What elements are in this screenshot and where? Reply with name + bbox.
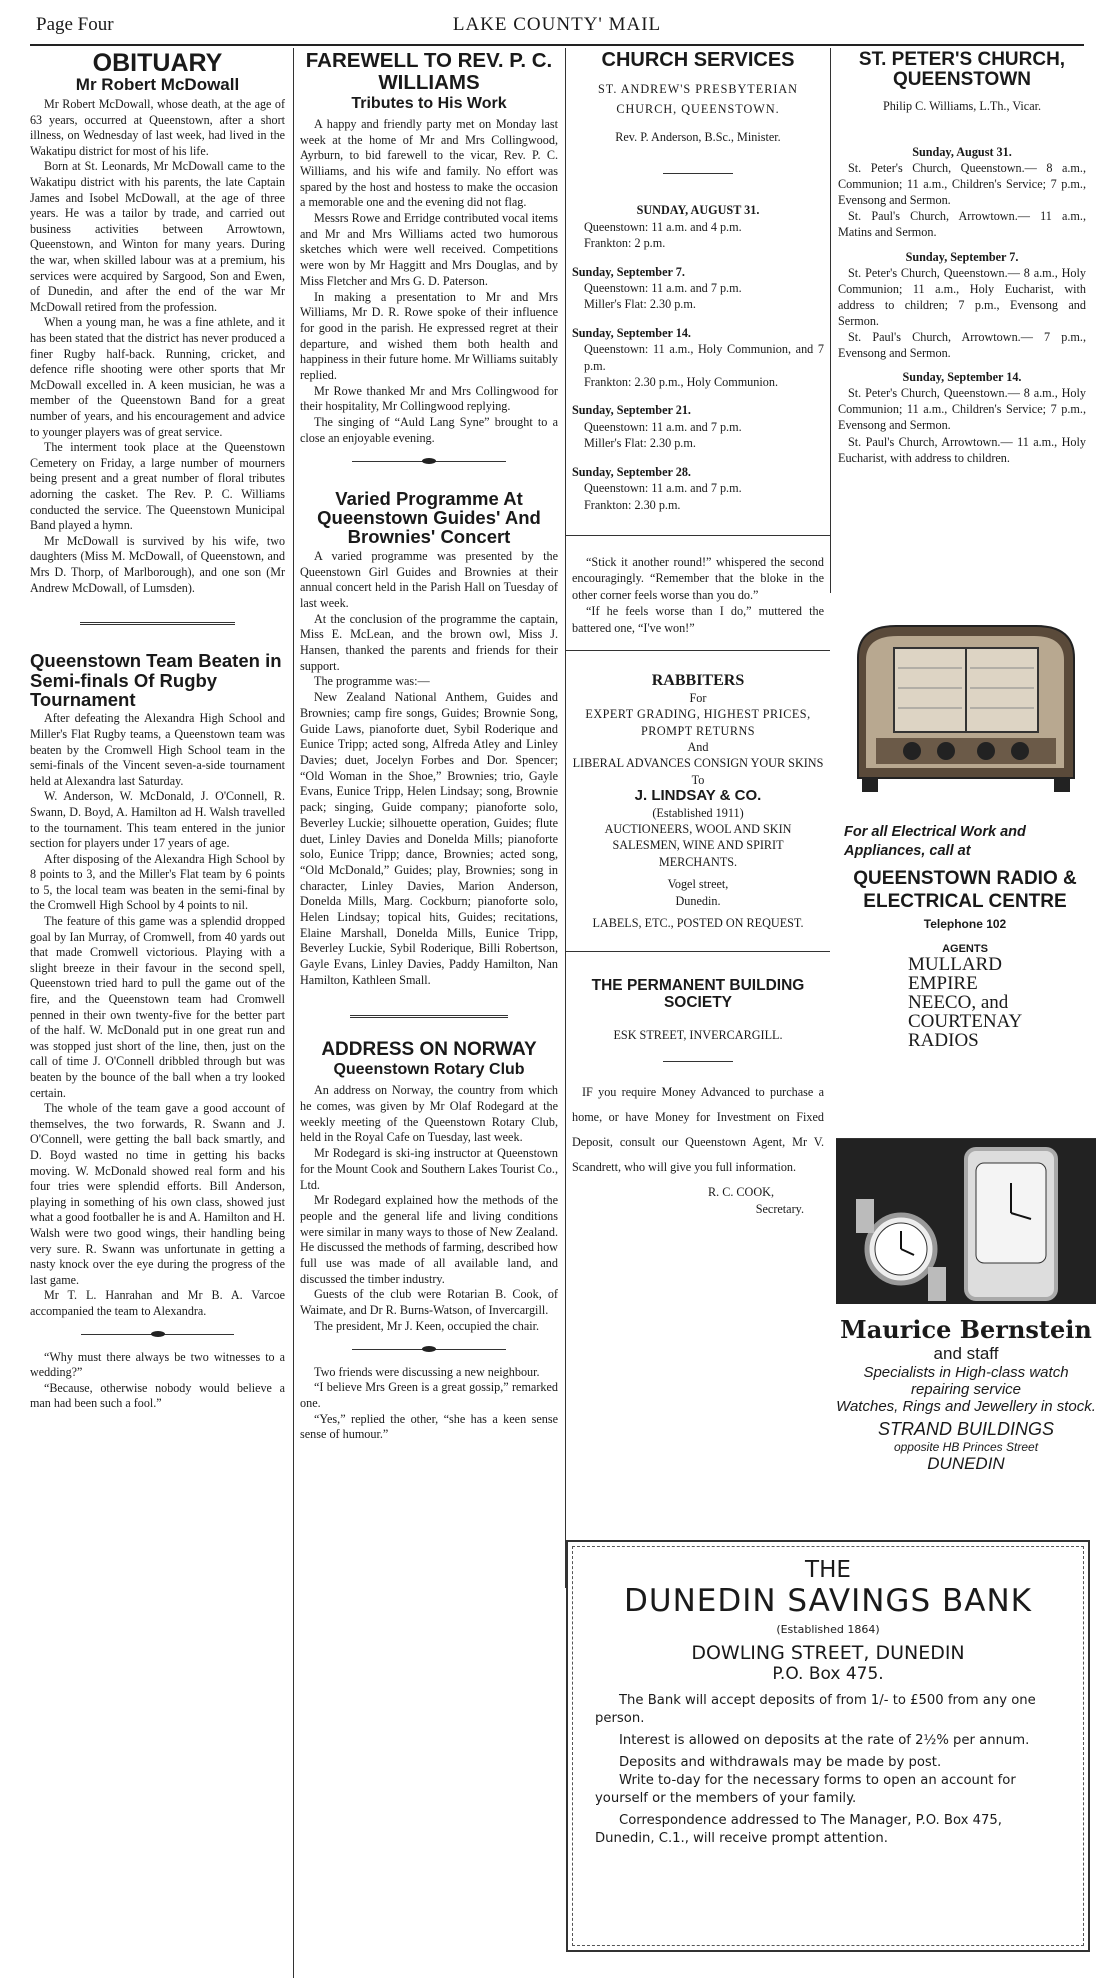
building-society-ad (572, 978, 824, 1217)
service-line: St. Paul's Church, Arrowtown.— 11 a.m., Matins and Sermon. (838, 209, 1086, 240)
paragraph: New Zealand National Anthem, Guides and Brownies; camp fire songs, Guides; Brownie Song, Guide Laws, pianoforte duet, Sybil Roderique and Eunice Tripp; acted song, Alfreda Atley and Linley Davies; duet, Jocelyn Forbes and Dor. Spencer; “Old Woman in the Shoe,” Brownies; trio, Gayle Evans, Eunice Tripp, Helen Lindsay; song, Brownie pack; singing, Guide company; pianoforte solo, Beverley Luckie; silhouette operation, Guides; flute duet, Linley Davies and Donelda Mills; pianoforte solo, Eunice Tripp; dance, Brownies; acted song, “Old McDonald,” Guides; play, Brownies; song in character, Linley Davies, Marion Anderson, Donelda Mills, Marg. Cockburn; pianoforte solo, Helen Lindsay; topical hits, Guides; recitations, Elaine Marshall, Donelda Mills, Eunice Tripp, Beverley Luckie, Sybil Roderique, Billi Robertson, Gayle Evans, Linley Davies, Paddy Hamilton, Nan Hamilton, Kathleen Small. (300, 690, 558, 987)
farewell-title: FAREWELL TO REV. P. C. WILLIAMS (305, 49, 553, 94)
guides-article (300, 489, 558, 989)
radio-brands (836, 955, 1094, 1050)
column-divider (565, 48, 566, 1588)
jeweller-building: STRAND BUILDINGS (877, 1419, 1055, 1439)
paragraph: The president, Mr J. Keen, occupied the chair. (314, 1318, 540, 1333)
bank-street: DOWLING STREET, DUNEDIN (691, 1642, 965, 1664)
rugby-article (30, 651, 285, 1319)
column-divider (830, 48, 831, 593)
service-line: Queenstown: 11 a.m. and 7 p.m. (584, 419, 742, 434)
divider (350, 1015, 508, 1018)
ad-line: (Established 1911) (652, 805, 744, 820)
brand: EMPIRE (908, 973, 978, 994)
ad-company: J. LINDSAY & CO. (634, 787, 762, 805)
jeweller-name: Maurice Bernstein (840, 1315, 1092, 1344)
page-number: Page Four (36, 14, 114, 35)
divider (80, 622, 235, 625)
ad-title: RABBITERS (651, 671, 745, 689)
radio-phone: Telephone 102 (923, 917, 1007, 931)
bank-name: DUNEDIN SAVINGS BANK (624, 1583, 1032, 1619)
divider (663, 1061, 733, 1062)
service-line: Queenstown: 11 a.m. and 7 p.m. (584, 481, 742, 496)
obituary-subtitle: Mr Robert McDowall (75, 75, 240, 95)
church-services (572, 50, 824, 513)
paragraph: The interment took place at the Queenstown Cemetery on Friday, a large number of mourners being present and a great number of floral tributes adorning the casket. The Rev. P. C. Williams conducted the service. The Queenstown Municipal Band played a hymn. (30, 440, 285, 533)
jeweller-staff: and staff (933, 1344, 999, 1363)
service-line: St. Peter's Church, Queenstown.— 8 a.m., Holy Communion; 11 a.m., Children's Service; 7 p.m., Evensong and Sermon. (838, 386, 1086, 433)
column-2 (300, 50, 558, 1443)
ad-line: And (687, 739, 709, 754)
service-date: Sunday, September 14. (902, 370, 1022, 385)
paragraph: Mr T. L. Hanrahan and Mr B. A. Varcoe accompanied the team to Alexandra. (30, 1288, 285, 1318)
jeweller-line: Watches, Rings and Jewellery in stock. (836, 1398, 1096, 1415)
column-3 (572, 50, 824, 1217)
bank-the: THE (805, 1557, 851, 1583)
paragraph: Two friends were discussing a new neighbour. (314, 1364, 540, 1379)
service-line: Frankton: 2.30 p.m., Holy Communion. (584, 375, 778, 390)
brand: NEECO, and (908, 992, 1009, 1013)
divider (566, 650, 830, 651)
column-divider (293, 48, 294, 1978)
bank-box: P.O. Box 475. (772, 1664, 884, 1684)
ad-signature-role: Secretary. (755, 1201, 804, 1216)
paragraph: A varied programme was presented by the Queenstown Girl Guides and Brownies at their annual concert held in the Parish Hall on Tuesday of last week. (300, 548, 558, 610)
column-1 (30, 50, 285, 1412)
ad-line: Dunedin. (675, 893, 721, 908)
service-line: Miller's Flat: 2.30 p.m. (584, 297, 696, 312)
ornament-divider (300, 1343, 558, 1357)
church-title: CHURCH SERVICES (601, 49, 795, 71)
paragraph: Mr Robert McDowall, whose death, at the age of 63 years, occurred at Queenstown, after a short illness, on Wednesday of last week, had lived in the Wakatipu district for most of his life. (30, 97, 285, 158)
bank-established: (Established 1864) (776, 1623, 880, 1636)
ad-signature: R. C. COOK, (707, 1185, 774, 1200)
service-date: Sunday, September 21. (572, 403, 691, 418)
column-4 (838, 50, 1086, 466)
divider (566, 535, 830, 536)
radio-tagline: For all Electrical Work and Appliances, call at (844, 824, 1026, 859)
paragraph: Born at St. Leonards, Mr McDowall came to the Wakatipu district with his parents, the late Captain James and Isobel McDowall, at the age of three years. He was a tailor by trade, and carried out business activities between Arrowtown, Queenstown, and Winton for many years. During the war, when skilled labour was at a premium, his services were acquired by Sargood, Son and Ewen, of Dunedin, and after the end of the war Mr McDowall retired from the profession. (30, 159, 285, 314)
farewell-subtitle: Tributes to His Work (351, 95, 507, 113)
brand: MULLARD (908, 954, 1002, 975)
paragraph: Mr McDowall is survived by his wife, two daughters (Miss M. McDowall, of Queenstown, and Mrs D. Thorp, of Marlborough), and one son (Mr Andrew McDowall, of Lumsden). (30, 533, 285, 595)
ad-line: LIBERAL ADVANCES CONSIGN YOUR SKINS (572, 756, 824, 771)
ad-line: To (691, 772, 705, 787)
ornament-divider (300, 455, 558, 469)
service-line: St. Paul's Church, Arrowtown.— 7 p.m., Evensong and Sermon. (838, 330, 1086, 361)
paragraph: The singing of “Auld Lang Syne” brought to a close an enjoyable evening. (300, 415, 558, 445)
radio-company: QUEENSTOWN RADIO & ELECTRICAL CENTRE (853, 868, 1077, 912)
paragraph: An address on Norway, the country from which he comes, was given by Mr Olaf Rodegard at the weekly meeting of the Queenstown Rotary Club, held in the Royal Cafe on Tuesday, last week. (300, 1083, 558, 1145)
norway-title: ADDRESS ON NORWAY (321, 1038, 537, 1060)
paragraph: Guests of the club were Rotarian B. Cook, of Waimate, and Dr R. Burns-Watson, of Invercargill. (300, 1287, 558, 1318)
divider (566, 951, 830, 952)
paragraph: Messrs Rowe and Erridge contributed vocal items and Mr and Mrs Williams acted two humorous sketches which were well received. Competitions were won by Mr Haggitt and Mrs Douglas, and by Miss Fletcher and Mrs G. D. Paterson. (300, 211, 558, 288)
obituary-article (30, 50, 285, 596)
paragraph: The feature of this game was a splendid dropped goal by Ian Murray, of Cromwell, from 40 yards out that made Cromwell victorious. Playing with a slight breeze in their favour in the second spell, Queenstown tried hard to pull the game out of the fire, and the Queenstown team had Cromwell penned in their own twenty-five for the better part of the half. W. McDonald put in one great run and was stopped just short of the line, then, just on the call of time J. O'Connell dribbled through but was beaten by the bounce of the ball when a try looked certain. (30, 914, 285, 1100)
joke (300, 1365, 558, 1444)
paragraph: Mr Rodegard is ski-ing instructor at Queenstown for the Mount Cook and Southern Lakes Tourist Co., Ltd. (300, 1146, 558, 1192)
ad-title: THE PERMANENT BUILDING SOCIETY (591, 977, 805, 1011)
service-date: Sunday, September 14. (572, 325, 691, 340)
bank-line: The Bank will accept deposits of from 1/- to £500 from any one person. (595, 1693, 1036, 1726)
radio-ad (836, 618, 1094, 1138)
service-line: Queenstown: 11 a.m. and 7 p.m. (584, 281, 742, 296)
page-header (36, 14, 1078, 40)
paragraph: At the conclusion of the programme the captain, Miss E. McLean, and the brown owl, Miss J. Hansen, thanked the parents and friends for their support. (300, 611, 558, 673)
service-line: Miller's Flat: 2.30 p.m. (584, 436, 696, 451)
rabbiters-ad (572, 673, 824, 931)
header-rule (30, 44, 1084, 46)
service-line: Frankton: 2.30 p.m. (584, 497, 681, 512)
paragraph: “Why must there always be two witnesses to a wedding?” (30, 1349, 285, 1380)
paragraph: “Because, otherwise nobody would believe a man had been such a fool.” (30, 1380, 285, 1411)
service-date: SUNDAY, AUGUST 31. (636, 203, 760, 218)
paragraph: When a young man, he was a fine athlete, and it has been stated that the district has never produced a finer Rugby half-back. Running, cricket, and defence rifle shooting were other sports that Mr McDowall excelled in. A keen musician, he was a member of the Queenstown Band for a great number of years, and his encouragement and advice to younger players was of great service. (30, 315, 285, 439)
service-line: Queenstown: 11 a.m. and 4 p.m. (584, 219, 742, 234)
radio-image (836, 618, 1094, 818)
jeweller-specialty: Specialists in High-class watch repairing service (863, 1364, 1069, 1398)
paragraph: Mr Rodegard explained how the methods of the people and the general life and living conditions were similar in many ways to those of New Zealand. He discussed the methods of farming, described how full use was made of all available land, and discussed the timber industry. (300, 1193, 558, 1286)
church-name: ST. ANDREW'S PRESBYTERIAN CHURCH, QUEENSTOWN. (598, 82, 798, 116)
paragraph: After disposing of the Alexandra High School by 8 points to 3, and the Miller's Flat team by 6 points to 5, the local team was beaten in the semi-final by the Cromwell High School by 4 points to nil. (30, 851, 285, 913)
vicar: Philip C. Williams, L.Th., Vicar. (882, 98, 1042, 113)
service-date: Sunday, August 31. (912, 144, 1012, 159)
paragraph: After defeating the Alexandra High School and Miller's Flat Rugby teams, a Queenstown team was beaten by the Cromwell High School team in the semi-finals of the Vincent seven-a-side tournament held at Alexandra last Saturday. (30, 711, 285, 788)
ad-line: Vogel street, (667, 877, 729, 892)
service-date: Sunday, September 7. (905, 249, 1019, 264)
service-line: Queenstown: 11 a.m., Holy Communion, and 7 p.m. (584, 342, 824, 373)
rugby-title: Queenstown Team Beaten in Semi-finals Of Rugby Tournament (30, 650, 282, 710)
farewell-article (300, 50, 558, 447)
paragraph: A happy and friendly party met on Monday last week at the home of Mr and Mrs Collingwood, Ayrburn, to bid farewell to the vicar, Rev. P. C. Williams, and his wife and family. No effort was spared by the host and hostess to make the occasion a memorable one and the evening did not flag. (300, 116, 558, 210)
masthead: LAKE COUNTY' MAIL (452, 14, 662, 35)
stpeters-title: ST. PETER'S CHURCH, QUEENSTOWN (858, 49, 1066, 90)
ad-line: LABELS, ETC., POSTED ON REQUEST. (592, 916, 804, 931)
ad-line: ESK STREET, INVERCARGILL. (613, 1027, 783, 1042)
ad-line: EXPERT GRADING, HIGHEST PRICES, PROMPT RETURNS (585, 707, 811, 738)
paragraph: W. Anderson, W. McDonald, J. O'Connell, R. Swann, D. Boyd, A. Hamilton ad H. Walsh travelled to the tournament. This team entered in the junior section for players under 17 years of age. (30, 789, 285, 851)
service-date: Sunday, September 7. (572, 264, 685, 279)
paragraph: The programme was:— (314, 674, 430, 689)
guides-title: Varied Programme At Queenstown Guides' And Brownies' Concert (317, 487, 541, 548)
paragraph: The whole of the team gave a good account of themselves, the two forwards, R. Swann and J. O'Connell, were getting the ball back smartly, and D. Boyd wasted no time in getting his backs moving. W. McDonald showed real form and his four tries were splendid efforts. Bill Anderson, playing in something of his own class, showed just what a good footballer he is and A. Hamilton and H. Walsh were two good wings, their handling being very sure. R. Swann was unfortunate in getting a nasty knock over the eye during the progress of the last game. (30, 1101, 285, 1287)
bank-line: Correspondence addressed to The Manager, P.O. Box 475, Dunedin, C.1., will receive prompt attention. (595, 1813, 1002, 1846)
bank-line: Deposits and withdrawals may be made by post. (619, 1755, 942, 1770)
minister: Rev. P. Anderson, B.Sc., Minister. (615, 130, 781, 144)
watches-image (836, 1139, 1096, 1304)
obituary-title: OBITUARY (92, 49, 223, 77)
service-line: Frankton: 2 p.m. (584, 236, 666, 251)
jeweller-city: DUNEDIN (927, 1454, 1005, 1473)
service-line: St. Peter's Church, Queenstown.— 8 a.m., Communion; 11 a.m., Children's Service; 7 p.m., Evensong and Sermon. (838, 161, 1086, 208)
paragraph: In making a presentation to Mr and Mrs Williams, Mr D. R. Rowe spoke of their influence for good in the parish. He expressed regret at their departure, and wished them both health and happiness in their future home. Mr Williams suitably replied. (300, 289, 558, 383)
norway-article (300, 1040, 558, 1335)
brand: RADIOS (908, 1030, 979, 1051)
paragraph: “I believe Mrs Green is a great gossip,” remarked one. (300, 1380, 558, 1410)
bank-line: Write to-day for the necessary forms to open an account for yourself or the members of your family. (595, 1773, 1016, 1806)
brand: COURTENAY (908, 1011, 1023, 1032)
ad-line: For (689, 690, 707, 705)
ad-body: IF you require Money Advanced to purchase a home, or have Money for Investment on Fixed Deposit, consult our Queenstown Agent, Mr V. Scandrett, who will give you full information. (572, 1085, 824, 1175)
paragraph: “If he feels worse than I do,” muttered the battered one, “I've won!” (572, 604, 824, 635)
service-date: Sunday, September 28. (572, 464, 691, 479)
joke (30, 1350, 285, 1412)
bank-ad (566, 1540, 1090, 1952)
jeweller-address: opposite HB Princes Street (893, 1440, 1039, 1454)
radio-agents-label: AGENTS (942, 943, 988, 955)
ornament-divider (30, 1328, 285, 1342)
ad-line: AUCTIONEERS, WOOL AND SKIN SALESMEN, WINE AND SPIRIT MERCHANTS. (604, 821, 792, 869)
bank-line: Interest is allowed on deposits at the rate of 2½% per annum. (619, 1733, 1030, 1748)
paragraph: “Yes,” replied the other, “she has a keen sense sense of humour.” (300, 1411, 558, 1442)
jeweller-ad (836, 1138, 1096, 1499)
paragraph: Mr Rowe thanked Mr and Mrs Collingwood for their hospitality, Mr Collingwood replying. (300, 383, 558, 414)
service-line: St. Peter's Church, Queenstown.— 8 a.m., Holy Communion; 11 a.m., Holy Eucharist, with address to children; 7 p.m., Evensong and Sermon. (838, 265, 1086, 328)
norway-subtitle: Queenstown Rotary Club (333, 1061, 525, 1079)
joke (572, 554, 824, 636)
divider (663, 173, 733, 174)
service-line: St. Paul's Church, Arrowtown.— 11 a.m., Holy Eucharist, with address to children. (838, 434, 1086, 465)
paragraph: “Stick it another round!” whispered the second encouragingly. “Remember that the bloke in the other corner feels worse than you do.” (572, 554, 824, 602)
